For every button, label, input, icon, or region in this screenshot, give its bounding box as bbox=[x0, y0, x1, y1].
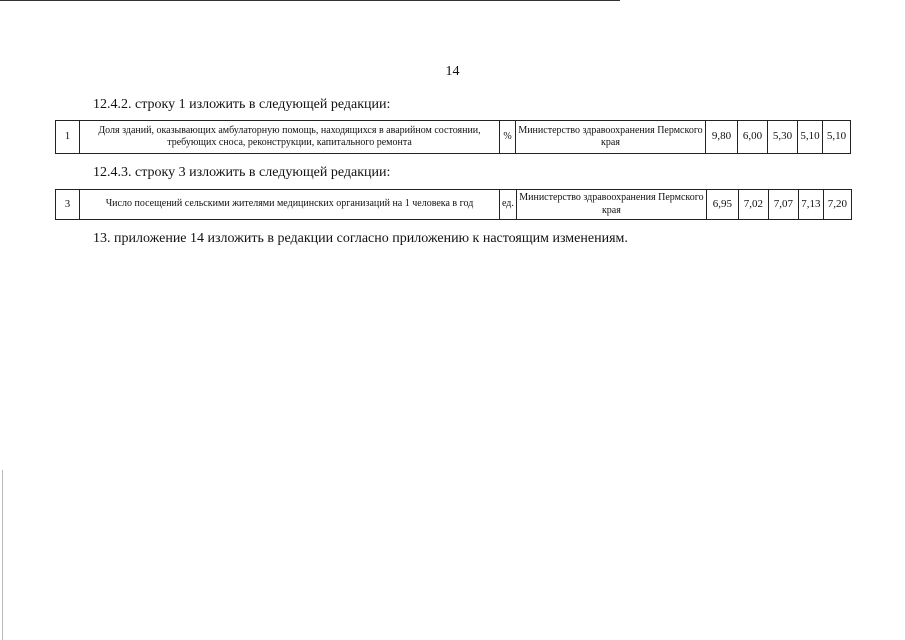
scan-edge-line bbox=[2, 470, 3, 640]
responsible-cell: Министерство здравоохранения Пермского края bbox=[516, 190, 706, 220]
value-cell: 6,00 bbox=[738, 121, 768, 154]
paragraph-12-4-3: 12.4.3. строку 3 изложить в следующей редакции: bbox=[93, 165, 391, 180]
value-cell: 7,20 bbox=[823, 190, 851, 220]
unit-cell: % bbox=[500, 121, 516, 154]
value-cell: 6,95 bbox=[706, 190, 738, 220]
value-cell: 5,10 bbox=[823, 121, 851, 154]
row-number-cell: 3 bbox=[56, 190, 80, 220]
value-cell: 7,02 bbox=[738, 190, 768, 220]
value-cell: 7,13 bbox=[798, 190, 823, 220]
value-cell: 5,30 bbox=[768, 121, 798, 154]
row-number-cell: 1 bbox=[56, 121, 80, 154]
page-number: 14 bbox=[445, 64, 460, 79]
indicator-cell: Доля зданий, оказывающих амбулаторную помощь, находящихся в аварийном состоянии, требующих сноса, реконструкции, капитального ремонта bbox=[80, 121, 500, 154]
top-rule bbox=[0, 0, 620, 1]
value-cell: 5,10 bbox=[798, 121, 823, 154]
paragraph-13: 13. приложение 14 изложить в редакции согласно приложению к настоящим изменениям. bbox=[93, 231, 628, 246]
paragraph-12-4-2: 12.4.2. строку 1 изложить в следующей редакции: bbox=[93, 97, 391, 112]
value-cell: 7,07 bbox=[768, 190, 798, 220]
value-cell: 9,80 bbox=[706, 121, 738, 154]
responsible-cell: Министерство здравоохранения Пермского края bbox=[516, 121, 706, 154]
table-row-3 bbox=[55, 189, 852, 220]
unit-cell: ед. bbox=[500, 190, 517, 220]
table-row-1 bbox=[55, 120, 851, 154]
indicator-cell: Число посещений сельскими жителями медицинских организаций на 1 человека в год bbox=[80, 190, 500, 220]
